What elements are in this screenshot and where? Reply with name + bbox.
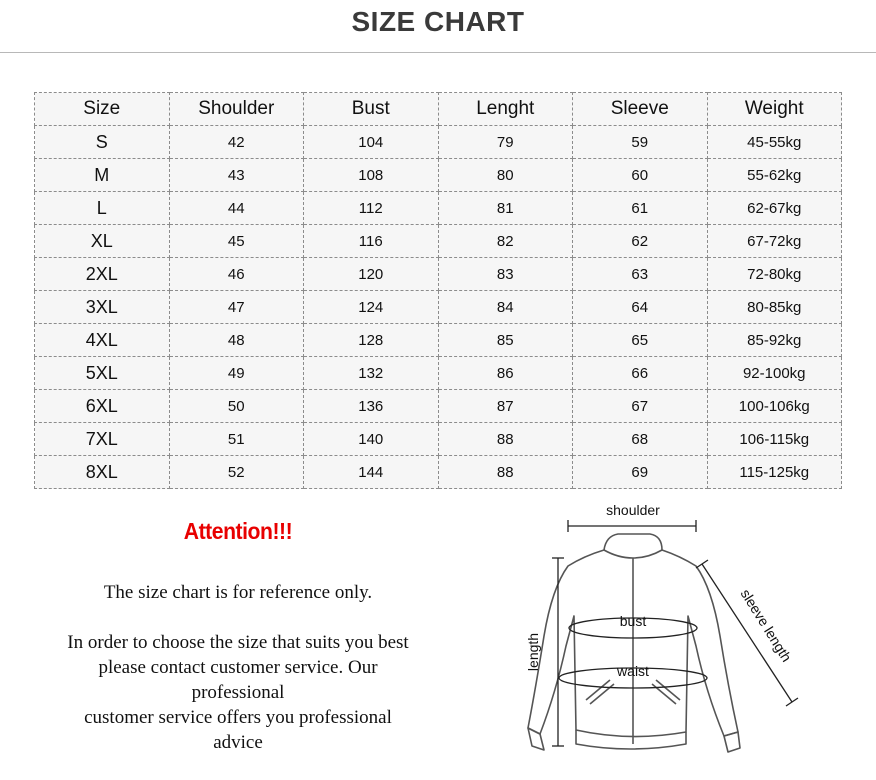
page-title: SIZE CHART	[351, 6, 525, 37]
weight-cell: 62-67kg	[707, 192, 842, 225]
table-header-row	[35, 93, 842, 126]
shoulder-cell: 49	[169, 357, 304, 390]
table-row	[35, 192, 842, 225]
shoulder-label: shoulder	[606, 502, 660, 518]
bust-cell: 124	[304, 291, 439, 324]
contact-note-line: advice	[213, 732, 263, 753]
length-label: length	[525, 632, 541, 672]
column-header-length: Lenght	[438, 93, 573, 126]
waist-label: waist	[617, 663, 649, 679]
weight-cell: 115-125kg	[707, 456, 842, 489]
size-cell: 2XL	[35, 258, 170, 291]
weight-cell: 67-72kg	[707, 225, 842, 258]
sleeve-cell: 59	[573, 126, 708, 159]
table-row	[35, 456, 842, 489]
length-cell: 84	[438, 291, 573, 324]
table-row	[35, 258, 842, 291]
bust-cell: 112	[304, 192, 439, 225]
bust-cell: 128	[304, 324, 439, 357]
attention-heading: Attention!!!	[183, 518, 293, 544]
weight-cell: 72-80kg	[707, 258, 842, 291]
contact-note-line: professional	[191, 682, 285, 703]
column-header-sleeve: Sleeve	[573, 93, 708, 126]
length-measure-line	[552, 558, 564, 746]
length-cell: 82	[438, 225, 573, 258]
table-row	[35, 291, 842, 324]
size-cell: XL	[35, 225, 170, 258]
sleeve-cell: 60	[573, 159, 708, 192]
bust-label: bust	[619, 613, 647, 629]
column-header-bust: Bust	[304, 93, 439, 126]
contact-note	[38, 630, 438, 755]
weight-cell: 85-92kg	[707, 324, 842, 357]
weight-cell: 106-115kg	[707, 423, 842, 456]
bust-cell: 136	[304, 390, 439, 423]
length-cell: 88	[438, 423, 573, 456]
table-row	[35, 423, 842, 456]
length-cell: 86	[438, 357, 573, 390]
table-row	[35, 357, 842, 390]
length-cell: 83	[438, 258, 573, 291]
sleeve-cell: 67	[573, 390, 708, 423]
bust-cell: 144	[304, 456, 439, 489]
bust-cell: 116	[304, 225, 439, 258]
weight-cell: 100-106kg	[707, 390, 842, 423]
length-cell: 81	[438, 192, 573, 225]
length-cell: 88	[438, 456, 573, 489]
shoulder-cell: 51	[169, 423, 304, 456]
length-cell: 87	[438, 390, 573, 423]
table-row	[35, 390, 842, 423]
length-cell: 80	[438, 159, 573, 192]
title-divider	[0, 52, 876, 53]
sleeve-cell: 64	[573, 291, 708, 324]
jacket-measurement-diagram	[500, 496, 840, 774]
bust-cell: 132	[304, 357, 439, 390]
size-cell: 7XL	[35, 423, 170, 456]
shoulder-cell: 47	[169, 291, 304, 324]
table-row	[35, 324, 842, 357]
size-cell: 6XL	[35, 390, 170, 423]
bust-cell: 104	[304, 126, 439, 159]
size-cell: 4XL	[35, 324, 170, 357]
table-body	[35, 126, 842, 489]
shoulder-cell: 45	[169, 225, 304, 258]
weight-cell: 80-85kg	[707, 291, 842, 324]
weight-cell: 55-62kg	[707, 159, 842, 192]
shoulder-cell: 42	[169, 126, 304, 159]
sleeve-length-label: sleeve length	[737, 586, 795, 665]
sleeve-cell: 68	[573, 423, 708, 456]
size-cell: 8XL	[35, 456, 170, 489]
sleeve-cell: 62	[573, 225, 708, 258]
shoulder-cell: 50	[169, 390, 304, 423]
size-cell: L	[35, 192, 170, 225]
bust-cell: 108	[304, 159, 439, 192]
sleeve-cell: 69	[573, 456, 708, 489]
sleeve-measure-line	[696, 560, 798, 706]
table-row	[35, 225, 842, 258]
jacket-outline	[528, 534, 740, 752]
shoulder-cell: 43	[169, 159, 304, 192]
size-cell: 3XL	[35, 291, 170, 324]
size-cell: S	[35, 126, 170, 159]
sleeve-cell: 65	[573, 324, 708, 357]
sleeve-cell: 66	[573, 357, 708, 390]
weight-cell: 92-100kg	[707, 357, 842, 390]
shoulder-measure-line	[568, 520, 696, 532]
contact-note-line: customer service offers you professional	[84, 707, 392, 728]
column-header-shoulder: Shoulder	[169, 93, 304, 126]
shoulder-cell: 52	[169, 456, 304, 489]
column-header-weight: Weight	[707, 93, 842, 126]
length-cell: 79	[438, 126, 573, 159]
weight-cell: 45-55kg	[707, 126, 842, 159]
table-row	[35, 126, 842, 159]
size-cell: M	[35, 159, 170, 192]
bust-cell: 120	[304, 258, 439, 291]
contact-note-line: please contact customer service. Our	[98, 657, 378, 678]
reference-note: The size chart is for reference only.	[103, 582, 373, 603]
sleeve-cell: 61	[573, 192, 708, 225]
contact-note-line: In order to choose the size that suits you best	[67, 632, 409, 653]
size-table	[34, 92, 842, 489]
size-cell: 5XL	[35, 357, 170, 390]
column-header-size: Size	[35, 93, 170, 126]
shoulder-cell: 46	[169, 258, 304, 291]
length-cell: 85	[438, 324, 573, 357]
bust-cell: 140	[304, 423, 439, 456]
table-row	[35, 159, 842, 192]
shoulder-cell: 48	[169, 324, 304, 357]
shoulder-cell: 44	[169, 192, 304, 225]
sleeve-cell: 63	[573, 258, 708, 291]
